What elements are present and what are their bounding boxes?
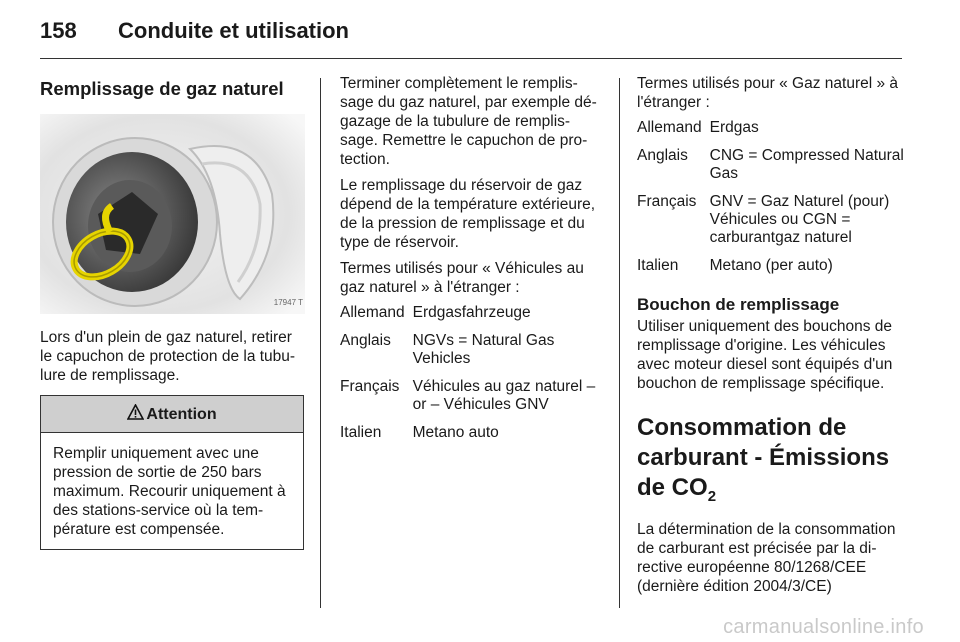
column-divider-2 (619, 78, 620, 608)
table-row (637, 147, 905, 193)
attention-box (40, 395, 304, 550)
term-language: Italien (340, 424, 382, 441)
figure-code: 17947 T (273, 298, 303, 307)
fuel-cap-illustration (40, 114, 305, 314)
page-header-title: Conduite et utilisation (118, 18, 349, 43)
paragraph-bouchon: Utiliser uniquement des bouchons de remplissage d'origine. Les véhicules avec moteur diesel sont équipés d'un bouchon de remplissage spécifique. (637, 318, 893, 392)
section-title-bouchon: Bouchon de remplissage (637, 295, 840, 314)
table-row (340, 304, 605, 332)
page-header (40, 18, 349, 44)
paragraph-terminer: Terminer complètement le remplis- sage du gaz naturel, par exemple dé- gazage de la tubulure de remplis- sage. Remettre le capuchon de pro- tection. (340, 75, 597, 168)
term-value: GNV = Gaz Naturel (pour) Véhicules ou CGN = carburantgaz naturel (709, 193, 890, 246)
co2-subscript: 2 (707, 487, 717, 505)
column-1 (40, 74, 305, 550)
term-value: Véhicules au gaz naturel – or – Véhicules GNV (412, 378, 596, 413)
table-row (340, 332, 605, 378)
section-title-gaz-naturel: Remplissage de gaz naturel (40, 78, 284, 99)
table-row (340, 378, 605, 424)
column-2 (340, 74, 605, 458)
attention-header (41, 396, 303, 433)
column-divider-1 (320, 78, 321, 608)
paragraph-termes-gaz: Termes utilisés pour « Gaz naturel » à l'étranger : (637, 75, 899, 111)
column-3 (637, 74, 905, 603)
term-language: Allemand (340, 304, 405, 321)
consommation-title-text: Consommation de carburant - Émissions de CO (637, 414, 890, 501)
term-language: Anglais (340, 332, 391, 349)
term-value: NGVs = Natural Gas Vehicles (412, 332, 555, 367)
fuel-filler-image (40, 114, 305, 314)
header-rule (40, 58, 902, 59)
paragraph-remplissage-reservoir: Le remplissage du réservoir de gaz dépend de la température extérieure, de la pression de remplissage et du type de réservoir. (340, 177, 596, 251)
term-language: Anglais (637, 147, 688, 164)
attention-title: Attention (146, 405, 217, 423)
vehicle-terms-table (340, 304, 605, 452)
watermark: carmanualsonline.info (723, 616, 924, 638)
term-value: Metano auto (412, 424, 499, 441)
intro-paragraph: Lors d'un plein de gaz naturel, retirer le capuchon de protection de la tubu- lure de remplissage. (40, 329, 296, 384)
attention-text: Remplir uniquement avec une pression de sortie de 250 bars maximum. Recourir uniquement à des stations-service où la tem- pérature est compensée. (53, 445, 286, 538)
gas-terms-table (637, 119, 905, 285)
table-row (637, 257, 905, 285)
term-value: Erdgasfahrzeuge (412, 304, 531, 321)
page-number: 158 (40, 18, 77, 43)
table-row (340, 424, 605, 452)
term-value: Erdgas (709, 119, 759, 136)
section-title-consommation (637, 413, 905, 512)
term-language: Italien (637, 257, 679, 274)
paragraph-consommation: La détermination de la consommation de carburant est précisée par la di- rective européenne 80/1268/CEE (dernière édition 2004/3/CE) (637, 520, 896, 595)
term-language: Français (340, 378, 400, 395)
warning-triangle-icon (127, 404, 144, 424)
term-value: Metano (per auto) (709, 257, 833, 274)
term-language: Français (637, 193, 697, 210)
paragraph-termes-vehicules: Termes utilisés pour « Véhicules au gaz naturel » à l'étranger : (340, 260, 584, 296)
term-language: Allemand (637, 119, 702, 136)
table-row (637, 193, 905, 257)
term-value: CNG = Compressed Natural Gas (709, 147, 904, 182)
table-row (637, 119, 905, 147)
